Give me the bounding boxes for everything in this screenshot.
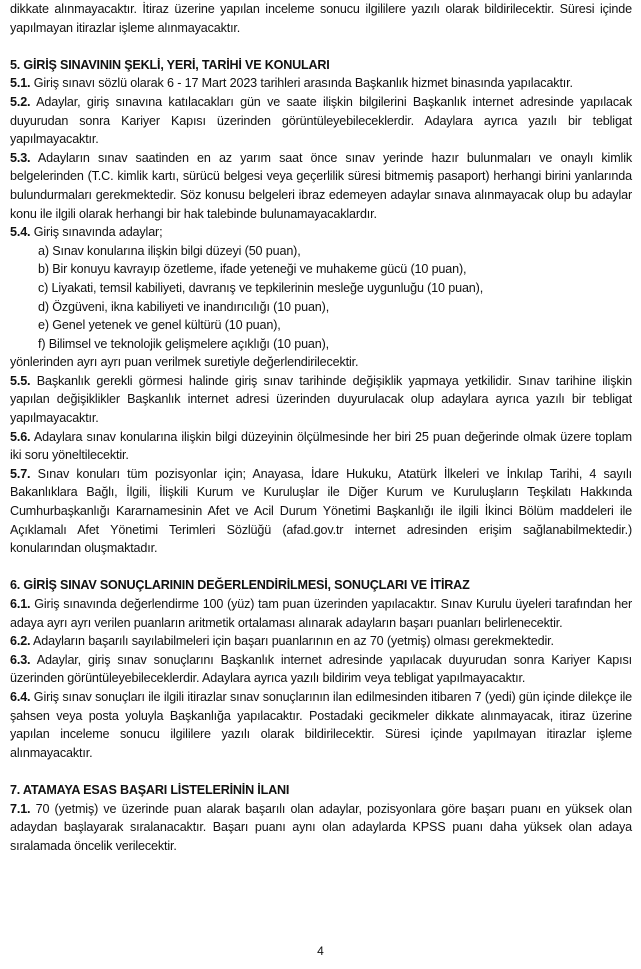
section-6 xyxy=(10,576,632,762)
clause-text: Sınav konuları tüm pozisyonlar için; Anayasa, İdare Hukuku, Atatürk İlkeleri ve İnkılap Tarihi, 4 sayılı Bakanlıklara Bağlı, İlgili, İlişkili Kurum ve Kuruluşlar ile Diğer Kurum ve Kuruluşların Teşkilatı Hakkında Cumhurbaşkanlığı Kararnamesinin Afet ve Acil Durum Yönetimi Başkanlığı ile ilgili İkinci Bölüm maddeleri ile Açıklamalı Afet Yönetimi Terimleri Sözlüğü (afad.gov.tr internet adresinden erişim sağlanabilmektedir.) konularından oluşmaktadır. xyxy=(10,466,632,556)
clause-number: 6.1. xyxy=(10,597,31,611)
clause-text: Adayların sınav saatinden en az yarım saat önce sınav yerinde hazır bulunmaları ve onaylı kimlik belgelerinden (T.C. kimlik kartı, sürücü belgesi veya geçerlilik süresi bitmemiş pasaport) herhangi birini yanlarında bulundurmaları gerekmektedir. Söz konusu belgeleri ibraz edemeyen adaylar sınava alınmayacak olup bu adaylar konu ile ilgili olarak herhangi bir hak talebinde bulunamayacaklardır. xyxy=(10,150,632,221)
clause-number: 5.7. xyxy=(10,466,31,481)
document-page xyxy=(10,0,632,855)
clause-text: Adaylar, giriş sınavına katılacakları gün ve saate ilişkin bilgilerini Başkanlık internet adresinde yapılacak duyurudan sonra Kariyer Kapısı üzerinden görüntüleyebileceklerdir. Adaylara ayrıca yazılı bir tebligat yapılmayacaktır. xyxy=(10,94,632,147)
criteria-item-f: f) Bilimsel ve teknolojik gelişmelere açıklığı (10 puan), xyxy=(38,336,330,351)
clause-number: 6.4. xyxy=(10,689,31,704)
section-7 xyxy=(10,781,632,855)
clause-number: 5.4. xyxy=(10,225,31,240)
clause-5-4 xyxy=(10,223,632,242)
criteria-item-c: c) Liyakati, temsil kabiliyeti, davranış ve tepkilerinin mesleğe uygunluğu (10 puan), xyxy=(38,280,484,295)
spacer xyxy=(10,37,632,56)
clause-6-4 xyxy=(10,688,632,762)
clause-7-1 xyxy=(10,800,632,856)
section-7-title: 7. ATAMAYA ESAS BAŞARI LİSTELERİNİN İLANI xyxy=(10,782,290,797)
clause-text: Giriş sınav sonuçları ile ilgili itirazlar sınav sonuçlarının ilan edilmesinden itibaren 7 (yedi) gün içinde dilekçe ile şahsen veya posta yoluyla Başkanlığa yapılacaktır. Postadaki gecikmeler dikkate alınmayacak, itiraz üzerine yapılan inceleme sonucu ilgililere yazılı olarak bildirilecektir. Süresi içinde yapılmayan itirazlar işleme alınmayacaktır. xyxy=(10,689,632,760)
clause-text: Giriş sınavında adaylar; xyxy=(30,225,163,240)
clause-5-1 xyxy=(10,74,632,93)
criteria-footer: yönlerinden ayrı ayrı puan verilmek suretiyle değerlendirilecektir. xyxy=(10,355,359,370)
clause-6-3 xyxy=(10,651,632,688)
clause-5-2 xyxy=(10,93,632,149)
page-number: 4 xyxy=(317,944,324,958)
criteria-item-b: b) Bir konuyu kavrayıp özetleme, ifade yeteneği ve muhakeme gücü (10 puan), xyxy=(38,262,467,277)
clause-number: 6.3. xyxy=(10,652,31,667)
clause-number: 5.1. xyxy=(10,76,31,91)
clause-number: 5.2. xyxy=(10,94,31,109)
section-5-title: 5. GİRİŞ SINAVININ ŞEKLİ, YERİ, TARİHİ VE KONULARI xyxy=(10,57,330,72)
spacer xyxy=(10,558,632,577)
clause-text: Başkanlık gerekli görmesi halinde giriş sınav tarihinde değişiklik yapmaya yetkilidir. Sınav tarihine ilişkin yapılan değişiklikler Başkanlık internet adresi üzerinden duyurulacak olup adaylara ayrıca yazılı bir tebligat yapılmayacaktır. xyxy=(10,373,632,426)
section-6-title: 6. GİRİŞ SINAV SONUÇLARININ DEĞERLENDİRİLMESİ, SONUÇLARI VE İTİRAZ xyxy=(10,578,470,593)
clause-5-6 xyxy=(10,428,632,465)
clause-number: 5.3. xyxy=(10,150,31,165)
intro-paragraph: dikkate alınmayacaktır. İtiraz üzerine yapılan inceleme sonucu ilgililere yazılı olarak bildirilecektir. Süresi içinde yapılmayan itirazlar işleme alınmayacaktır. xyxy=(10,2,632,35)
clause-5-3 xyxy=(10,149,632,223)
clause-text: Giriş sınavında değerlendirme 100 (yüz) tam puan üzerinden yapılacaktır. Sınav Kurulu üyeleri tarafından her adaya ayrı ayrı verilen puanların aritmetik ortalaması alınarak adayların başarı puanları belirlenecektir. xyxy=(10,597,632,630)
clause-6-1 xyxy=(10,595,632,632)
criteria-item-d: d) Özgüveni, ikna kabiliyeti ve inandırıcılığı (10 puan), xyxy=(38,299,330,314)
clause-number: 7.1. xyxy=(10,801,31,816)
clause-text: 70 (yetmiş) ve üzerinde puan alarak başarılı olan adaylar, pozisyonlara göre başarı puanı en yüksek olan adaydan başlayarak sıralanacaktır. Başarı puanı aynı olan adaylarda KPSS puanı daha yüksek olan adaya sıralamada öncelik verilecektir. xyxy=(10,801,632,853)
criteria-item-e: e) Genel yetenek ve genel kültürü (10 puan), xyxy=(38,318,281,333)
clause-text: Adaylar, giriş sınav sonuçlarını Başkanlık internet adresinde yapılacak duyurudan sonra Kariyer Kapısı üzerinden görüntüleyebileceklerdir. Adaylara ayrıca yazılı bildirim veya tebligat yapılmayacaktır. xyxy=(10,652,632,686)
criteria-item-a: a) Sınav konularına ilişkin bilgi düzeyi (50 puan), xyxy=(38,243,301,258)
criteria-list xyxy=(10,242,632,354)
section-5 xyxy=(10,56,632,558)
clause-number: 5.5. xyxy=(10,373,31,388)
clause-text: Giriş sınavı sözlü olarak 6 - 17 Mart 2023 tarihleri arasında Başkanlık hizmet binasında yapılacaktır. xyxy=(30,76,573,91)
spacer xyxy=(10,762,632,781)
clause-text: Adaylara sınav konularına ilişkin bilgi düzeyinin ölçülmesinde her biri 25 puan değerinde olmak üzere toplam iki soru yöneltilecektir. xyxy=(10,429,632,463)
clause-5-7 xyxy=(10,465,632,558)
clause-6-2 xyxy=(10,632,632,651)
clause-text: Adayların başarılı sayılabilmeleri için başarı puanlarının en az 70 (yetmiş) olması gerekmektedir. xyxy=(30,634,554,649)
clause-number: 5.6. xyxy=(10,429,31,444)
clause-5-5 xyxy=(10,372,632,428)
clause-number: 6.2. xyxy=(10,634,31,649)
